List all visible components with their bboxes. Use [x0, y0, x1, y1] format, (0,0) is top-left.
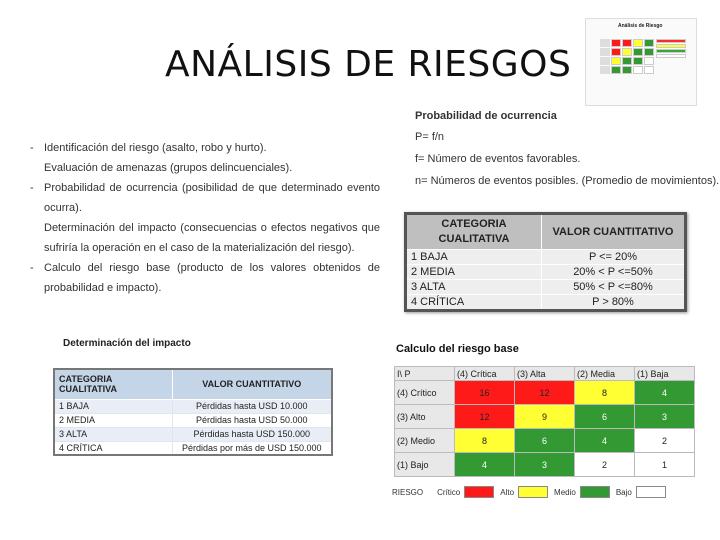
matrix-cell: 4	[575, 429, 635, 453]
riesgo-legend	[392, 486, 672, 498]
table-header-row	[406, 214, 686, 250]
table-cell: 3 ALTA	[54, 427, 172, 441]
table-row	[54, 413, 332, 427]
table-row	[54, 399, 332, 413]
thumbnail-cell	[600, 66, 610, 74]
thumbnail-legend-swatch	[656, 44, 686, 48]
matrix-header-row	[395, 367, 695, 381]
thumbnail-cell	[611, 66, 621, 74]
thumbnail-cell	[622, 39, 632, 47]
thumbnail-grid	[600, 39, 654, 74]
probabilidad-line: P= f/n	[415, 131, 445, 143]
thumbnail-legend	[656, 39, 686, 59]
table-row	[406, 295, 686, 311]
thumbnail-cell	[622, 48, 632, 56]
legend-item-label: Crítico	[437, 487, 461, 497]
matrix-cell: 12	[515, 381, 575, 405]
list-item: - Probabilidad de ocurrencia (posibilidad de que determinado evento ocurra).	[30, 178, 380, 218]
table-row	[406, 280, 686, 295]
probabilidad-line: n= Números de eventos posibles. (Promedio de movimientos).	[415, 175, 720, 187]
thumbnail-cell	[611, 39, 621, 47]
thumbnail-cell	[600, 57, 610, 65]
table-row	[54, 427, 332, 441]
table-header: CATEGORIA CUALITATIVA	[54, 369, 172, 399]
riesgo-matrix	[394, 366, 695, 477]
matrix-row-label: (1) Bajo	[395, 453, 455, 477]
matrix-cell: 1	[635, 453, 695, 477]
probabilidad-block	[415, 110, 720, 197]
table-cell: 50% < P <=80%	[542, 280, 686, 295]
list-item: Determinación del impacto (consecuencias o efectos negativos que sufriría la operación en el caso de la materialización del riesgo).	[44, 222, 380, 254]
matrix-header-cell: (3) Alta	[515, 367, 575, 381]
thumbnail-legend-swatch	[656, 49, 686, 53]
matrix-cell: 16	[455, 381, 515, 405]
list-item: Evaluación de amenazas (grupos delincuenciales).	[44, 162, 293, 174]
thumbnail-cell	[644, 48, 654, 56]
table-header: VALOR CUANTITATIVO	[542, 214, 686, 250]
thumbnail-image	[585, 18, 697, 106]
matrix-cell: 6	[515, 429, 575, 453]
matrix-cell: 3	[515, 453, 575, 477]
table-header: CATEGORIA CUALITATIVA	[406, 214, 542, 250]
table-cell: 20% < P <=50%	[542, 265, 686, 280]
table-cell: 2 MEDIA	[406, 265, 542, 280]
thumbnail-cell	[611, 48, 621, 56]
bullet-list	[30, 138, 380, 298]
thumbnail-cell	[633, 66, 643, 74]
table-cell: 1 BAJA	[54, 399, 172, 413]
table-row	[54, 441, 332, 455]
table-cell: 4 CRÍTICA	[54, 441, 172, 455]
matrix-cell: 9	[515, 405, 575, 429]
impacto-table	[53, 368, 333, 456]
matrix-row	[395, 429, 695, 453]
table-cell: P > 80%	[542, 295, 686, 311]
matrix-cell: 4	[635, 381, 695, 405]
table-cell: 1 BAJA	[406, 250, 542, 265]
table-row	[406, 265, 686, 280]
table-cell: 3 ALTA	[406, 280, 542, 295]
thumbnail-cell	[633, 57, 643, 65]
legend-item-label: Alto	[500, 487, 515, 497]
table-cell: Pérdidas hasta USD 150.000	[172, 427, 332, 441]
probabilidad-heading: Probabilidad de ocurrencia	[415, 110, 557, 122]
matrix-cell: 6	[575, 405, 635, 429]
thumbnail-cell	[600, 39, 610, 47]
table-cell: P <= 20%	[542, 250, 686, 265]
legend-item-label: Medio	[554, 487, 576, 497]
thumbnail-cell	[600, 48, 610, 56]
thumbnail-cell	[633, 48, 643, 56]
thumbnail-cell	[644, 57, 654, 65]
table-cell: Pérdidas por más de USD 150.000	[172, 441, 332, 455]
thumbnail-title: Análisis de Riesgo	[618, 23, 663, 29]
legend-label: RIESGO	[392, 487, 424, 497]
thumbnail-cell	[622, 57, 632, 65]
table-header-row	[54, 369, 332, 399]
matrix-header-cell: (1) Baja	[635, 367, 695, 381]
table-cell: Pérdidas hasta USD 50.000	[172, 413, 332, 427]
table-header: VALOR CUANTITATIVO	[172, 369, 332, 399]
table-cell: 4 CRÍTICA	[406, 295, 542, 311]
legend-item-label: Bajo	[615, 487, 632, 497]
matrix-header-cell: (2) Media	[575, 367, 635, 381]
matrix-row-label: (2) Medio	[395, 429, 455, 453]
list-item: - Identificación del riesgo (asalto, robo y hurto).	[30, 138, 380, 158]
matrix-cell: 3	[635, 405, 695, 429]
table-row	[406, 250, 686, 265]
matrix-cell: 4	[455, 453, 515, 477]
page-title: ANÁLISIS DE RIESGOS	[165, 44, 572, 85]
thumbnail-legend-swatch	[656, 39, 686, 43]
riesgo-base-title: Calculo del riesgo base	[396, 343, 519, 355]
thumbnail-legend-swatch	[656, 54, 686, 58]
matrix-row	[395, 405, 695, 429]
probabilidad-line: f= Número de eventos favorables.	[415, 153, 581, 165]
matrix-cell: 2	[635, 429, 695, 453]
matrix-row-label: (4) Crítico	[395, 381, 455, 405]
legend-swatch	[464, 486, 494, 498]
legend-swatch	[636, 486, 666, 498]
matrix-cell: 2	[575, 453, 635, 477]
thumbnail-cell	[644, 66, 654, 74]
thumbnail-cell	[633, 39, 643, 47]
table-cell: 2 MEDIA	[54, 413, 172, 427]
legend-swatch	[518, 486, 548, 498]
probabilidad-table	[404, 212, 687, 312]
table-cell: Pérdidas hasta USD 10.000	[172, 399, 332, 413]
matrix-row	[395, 381, 695, 405]
thumbnail-cell	[611, 57, 621, 65]
list-item: - Calculo del riesgo base (producto de los valores obtenidos de probabilidad e impacto).	[30, 258, 380, 298]
legend-swatch	[580, 486, 610, 498]
matrix-header-cell: I\ P	[395, 367, 455, 381]
thumbnail-cell	[622, 66, 632, 74]
matrix-header-cell: (4) Crítica	[455, 367, 515, 381]
matrix-cell: 12	[455, 405, 515, 429]
matrix-cell: 8	[455, 429, 515, 453]
impacto-title: Determinación del impacto	[63, 338, 191, 349]
matrix-row-label: (3) Alto	[395, 405, 455, 429]
matrix-row	[395, 453, 695, 477]
matrix-cell: 8	[575, 381, 635, 405]
thumbnail-cell	[644, 39, 654, 47]
